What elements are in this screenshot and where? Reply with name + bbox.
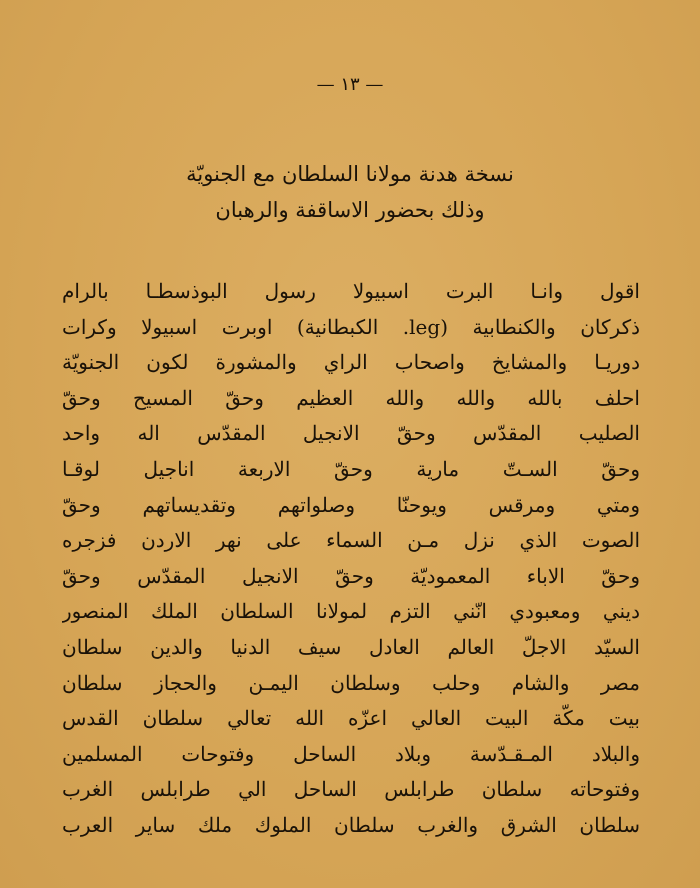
body-text	[62, 274, 640, 844]
text-line: مصر والشام وحلب وسلطان اليمـن والحجاز سلطان	[62, 670, 640, 695]
text-line: الصوت الذي نزل مـن السماء على نهر الاردن فزجره	[62, 528, 640, 553]
text-line: دوريـا والمشايخ واصحاب الراي والمشورة لكون الجنويّة	[62, 350, 640, 375]
text-line: احلف بالله والله والله العظيم وحقّ المسيح وحقّ	[62, 385, 640, 410]
text-line: سلطان الشرق والغرب سلطان الملوك ملك ساير العرب	[62, 812, 640, 837]
text-line: وحقّ السـتّ مارية وحقّ الاربعة اناجيل لوقـا	[62, 456, 640, 481]
text-line: ذكركان والكنطابية (leg. الكبطانية) اوبرت اسبيولا وكرات	[62, 314, 640, 339]
text-line: وحقّ الاباء المعموديّة وحقّ الانجيل المقدّس وحقّ	[62, 563, 640, 588]
text-line: وفتوحاته سلطان طرابلس الساحل الي طرابلس الغرب	[62, 777, 640, 802]
page-number: — ١٣ —	[316, 74, 384, 95]
text-line: ومتي ومرقس ويوحنّا وصلواتهم وتقديساتهم وحقّ	[62, 492, 640, 517]
text-line: الصليب المقدّس وحقّ الانجيل المقدّس اله واحد	[62, 421, 640, 446]
text-line: بيت مكّة البيت العالي اعزّه الله تعالي سلطان القدس	[62, 706, 640, 731]
text-line: ديني ومعبودي انّني التزم لمولانا السلطان الملك المنصور	[62, 599, 640, 624]
text-line: والبلاد المـقـدّسة وبلاد الساحل وفتوحات المسلمين	[62, 741, 640, 766]
text-line: اقول وانـا البرت اسبيولا رسول البوذسطـا بالرام	[62, 279, 640, 303]
text-line: السيّد الاجلّ العالم العادل سيف الدنيا والدين سلطان	[62, 634, 640, 659]
heading-line: نسخة هدنة مولانا السلطان مع الجنويّة	[186, 162, 514, 186]
heading-line: وذلك بحضور الاساقفة والرهبان	[215, 198, 485, 222]
